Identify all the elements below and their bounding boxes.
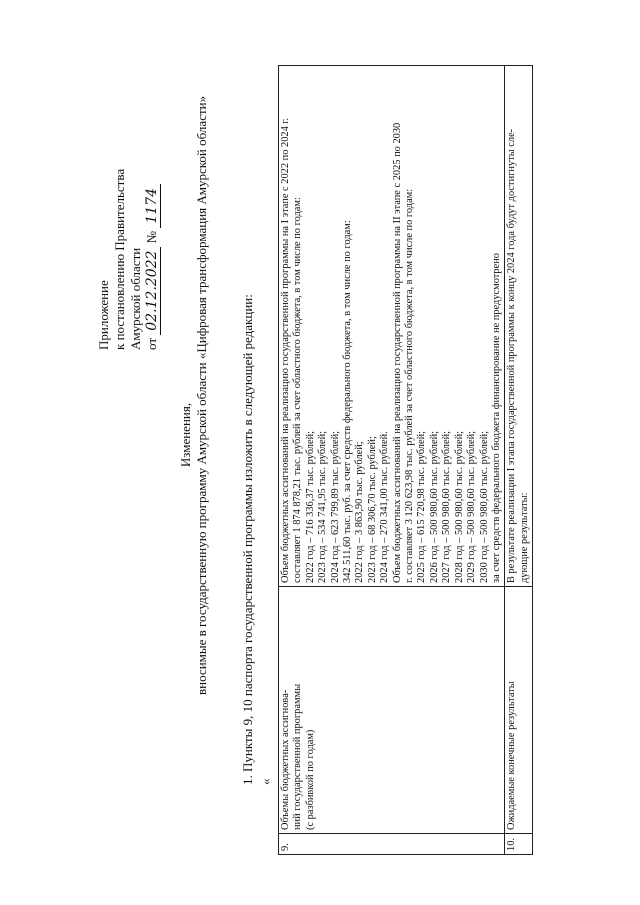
row-name-line: ний государственной программы (292, 683, 304, 830)
row-value-line: 342 511,60 тыс. руб. за счет средств федерального бюджета, в том числе по годам: (342, 220, 354, 583)
row-value-line: за счет средств федерального бюджета финансирование не предусмотрено (490, 253, 502, 583)
date-prefix: от (144, 337, 159, 350)
row-number: 10. (505, 834, 533, 855)
row-value-line: Объем бюджетных ассигнований на реализацию государственной программы на II этапе с 2025 по 2030 (391, 122, 403, 583)
row-value-line: 2027 год – 500 980,60 тыс. рублей; (441, 430, 453, 583)
approval-line-2: к постановлению Правительства (112, 168, 127, 350)
row-value-line: 2023 год – 534 741,95 тыс. рублей; (317, 430, 329, 583)
row-name-line: Объемы бюджетных ассигнова- (280, 689, 291, 830)
row-value-line: 2026 год – 500 980,60 тыс. рублей; (428, 430, 440, 583)
handwritten-number: 1174 (144, 184, 161, 228)
row-value-line: г. составляет 3 120 623,98 тыс. рублей за счет областного бюджета, в том числе по годам: (404, 188, 416, 583)
row-value-line: 2024 год – 623 799,89 тыс. рублей; (329, 430, 341, 583)
row-number: 9. (279, 834, 505, 855)
row-value-line: 2030 год – 500 980,60 тыс. рублей; (478, 430, 490, 583)
row-value-line: Объем бюджетных ассигнований на реализацию государственной программы на I этапе с 2022 по 2024 г. (280, 117, 291, 583)
row-value-line: 2022 год – 716 336,37 тыс. рублей; (304, 430, 316, 583)
approval-date-line (144, 90, 161, 350)
number-prefix: № (144, 230, 159, 244)
passport-table (278, 65, 533, 855)
approval-block (96, 90, 161, 350)
approval-line-1: Приложение (96, 280, 111, 350)
row-name (505, 587, 533, 834)
row-value (279, 66, 505, 587)
row-value (505, 66, 533, 587)
row-value-line: дующие результаты: (518, 492, 530, 583)
handwritten-date: 02.12.2022 (144, 247, 161, 335)
row-value-line: 2025 год – 615 720,98 тыс. рублей; (416, 430, 428, 583)
row-value-line: 2029 год – 500 980,60 тыс. рублей; (466, 430, 478, 583)
row-value-line: 2024 год – 270 341,00 тыс. рублей. (379, 431, 391, 583)
table-row (505, 66, 533, 855)
title-line-1: Изменения, (178, 402, 193, 468)
row-value-line: 2028 год – 500 980,60 тыс. рублей; (453, 430, 465, 583)
row-name (279, 587, 505, 834)
row-value-line: 2022 год – 3 863,90 тыс. рублей; (354, 441, 366, 583)
title-line-2: вносимые в государственную программу Амурской области «Цифровая трансформация Амурской области» (194, 95, 209, 695)
row-value-line: 2023 год – 68 306,70 тыс. рублей; (366, 436, 378, 583)
item-paragraph: 1. Пункты 9, 10 паспорта государственной программы изложить в следующей редакции: (240, 294, 255, 785)
row-name-line: (с разбивкой по годам) (304, 729, 316, 830)
document-title (178, 95, 210, 695)
approval-line-3: Амурской области (128, 247, 143, 350)
opening-quote: « (258, 778, 273, 785)
row-value-line: составляет 1 874 878,21 тыс. рублей за счет областного бюджета, в том числе по годам: (292, 197, 304, 583)
row-value-line: В результате реализации I этапа государственной программы к концу 2024 года будут достигнуты сле- (506, 128, 518, 583)
table-row (279, 66, 505, 855)
row-name-line: Ожидаемые конечные результаты (506, 681, 518, 830)
